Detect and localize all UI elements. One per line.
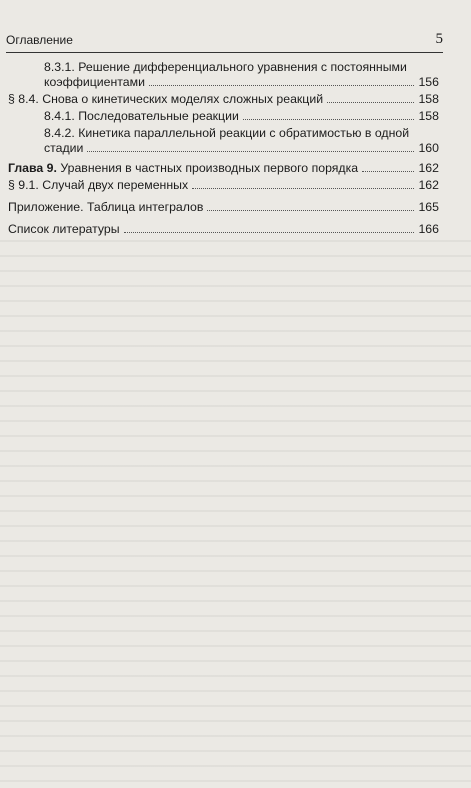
toc-page: 165 <box>418 200 439 214</box>
toc-page: 162 <box>418 161 439 175</box>
toc-title-cont: коэффициентами <box>44 75 145 89</box>
toc-title: Приложение. Таблица интегралов <box>8 200 204 214</box>
toc-number: 8.4.2. <box>44 126 75 140</box>
toc-entry-references[interactable] <box>8 222 439 237</box>
toc-entry-8-3-1[interactable] <box>8 60 439 90</box>
toc-title: Случай двух переменных <box>42 178 189 192</box>
toc-title: Список литературы <box>8 222 120 236</box>
toc-title: Решение дифференциального уравнения с постоянными <box>78 60 407 74</box>
toc-title: Кинетика параллельной реакции с обратимостью в одной <box>78 126 410 140</box>
toc-entry-8-4-2[interactable] <box>8 126 439 156</box>
toc-page: 162 <box>418 178 439 192</box>
toc-number: § 9.1. <box>8 178 39 192</box>
table-of-contents <box>8 60 439 237</box>
toc-number: 8.4.1. <box>44 109 75 123</box>
toc-page: 158 <box>418 109 439 123</box>
toc-page: 156 <box>418 75 439 89</box>
toc-page: 158 <box>418 92 439 106</box>
running-title: Оглавление <box>6 33 73 47</box>
toc-number: § 8.4. <box>8 92 39 106</box>
toc-page: 160 <box>418 141 439 155</box>
toc-entry-appendix[interactable] <box>8 200 439 215</box>
toc-entry-8-4-1[interactable] <box>8 109 439 124</box>
toc-title: Последовательные реакции <box>78 109 239 123</box>
page-header <box>6 22 443 53</box>
toc-number: Глава 9. <box>8 161 57 175</box>
toc-number: 8.3.1. <box>44 60 75 74</box>
toc-entry-9-1[interactable] <box>8 178 439 193</box>
show-through-text <box>0 240 471 788</box>
page-number: 5 <box>435 31 443 47</box>
toc-title-cont: стадии <box>44 141 84 155</box>
toc-title: Снова о кинетических моделях сложных реакций <box>42 92 324 106</box>
toc-entry-8-4[interactable] <box>8 92 439 107</box>
toc-entry-chapter-9[interactable] <box>8 161 439 176</box>
toc-page: 166 <box>418 222 439 236</box>
toc-title: Уравнения в частных производных первого порядка <box>60 161 359 175</box>
